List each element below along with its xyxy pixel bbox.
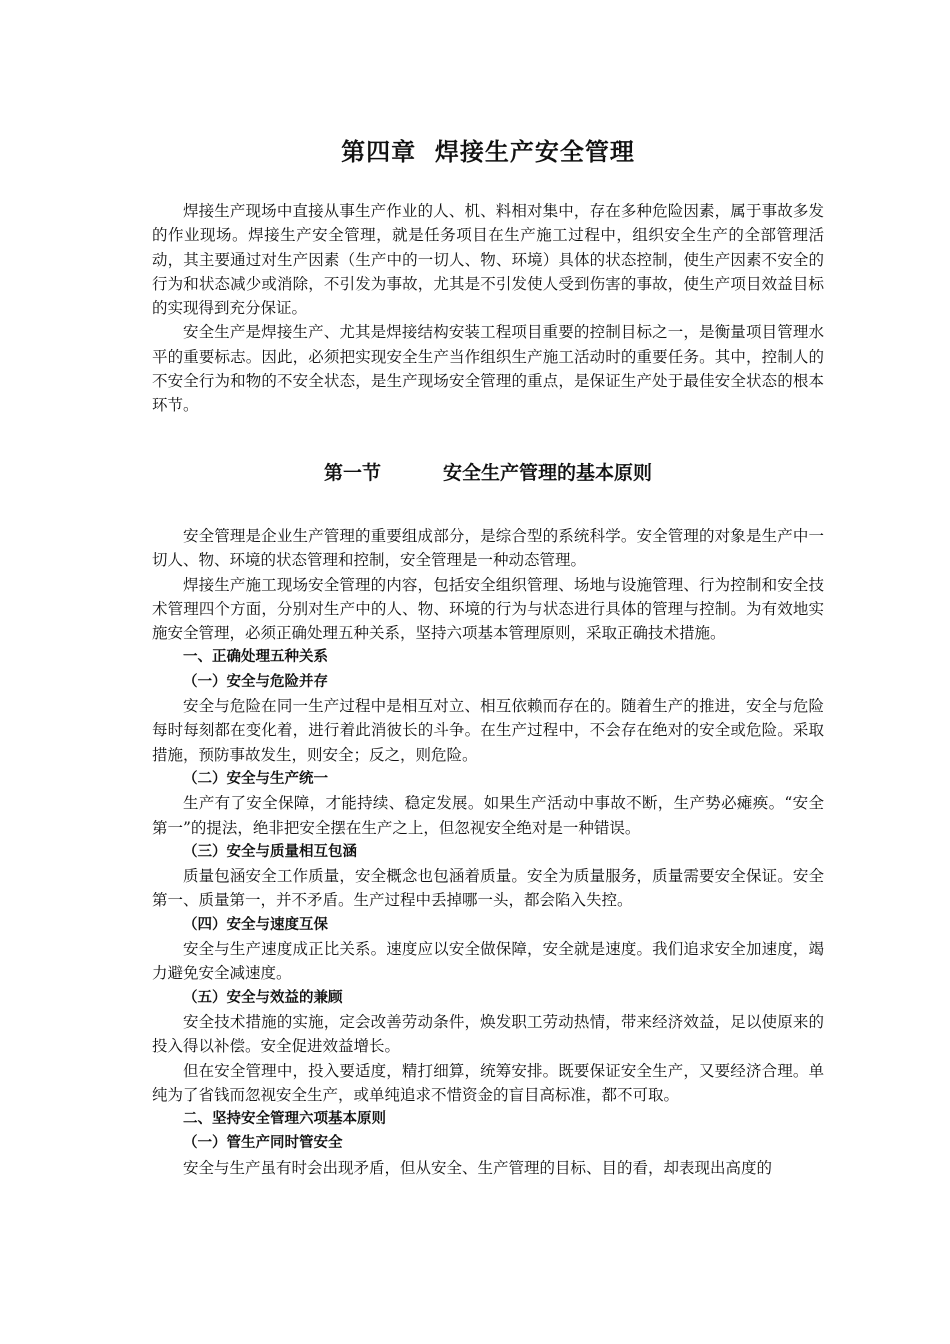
chapter-title: 第四章 焊接生产安全管理 [341, 138, 635, 166]
subtext-4: 安全与生产速度成正比关系。速度应以安全做保障，安全就是速度。我们追求安全加速度，竭力避免安全减速度。 [152, 940, 824, 983]
chapter-paragraph-1: 焊接生产现场中直接从事生产作业的人、机、料相对集中，存在多种危险因素，属于事故多发的作业现场。焊接生产安全管理，就是任务项目在生产施工过程中，组织安全生产的全部管理活动，其主要通过对生产因素（生产中的一切人、物、环境）具体的状态控制，使生产因素不安全的行为和状态减少或消除，不引发为事故，尤其是不引发使人受到伤害的事故，使生产项目效益目标的实现得到充分保证。 [152, 202, 824, 318]
part2-subheading-1: （一）管生产同时管安全 [183, 1135, 343, 1152]
chapter-paragraph-2: 安全生产是焊接生产、尤其是焊接结构安装工程项目重要的控制目标之一，是衡量项目管理水平的重要标志。因此，必须把实现安全生产当作组织生产施工活动时的重要任务。其中，控制人的不安全行为和物的不安全状态，是生产现场安全管理的重点，是保证生产处于最佳安全状态的根本环节。 [152, 323, 824, 415]
section-title [152, 458, 824, 488]
subtext-3: 质量包涵安全工作质量，安全概念也包涵着质量。安全为质量服务，质量需要安全保证。安全第一、质量第一，并不矛盾。生产过程中丢掉哪一头，都会陷入失控。 [152, 867, 824, 910]
section-body [152, 524, 824, 1180]
subheading-4: （四）安全与速度互保 [183, 916, 328, 933]
part2-subtext-1: 安全与生产虽有时会出现矛盾，但从安全、生产管理的目标、目的看，却表现出高度的 [183, 1158, 773, 1177]
subheading-5: （五）安全与效益的兼顾 [183, 989, 343, 1006]
section-intro-paragraph-1: 安全管理是企业生产管理的重要组成部分，是综合型的系统科学。安全管理的对象是生产中一切人、物、环境的状态管理和控制，安全管理是一种动态管理。 [152, 527, 824, 570]
section-title-text: 安全生产管理的基本原则 [443, 462, 653, 484]
subheading-1: （一）安全与危险并存 [183, 673, 328, 690]
subtext-5: 安全技术措施的实施，定会改善劳动条件，焕发职工劳动热情，带来经济效益，足以使原来的投入得以补偿。安全促进效益增长。 [152, 1012, 824, 1056]
subheading-3: （三）安全与质量相互包涵 [183, 843, 357, 860]
part2-heading: 二、坚持安全管理六项基本原则 [183, 1111, 386, 1128]
subtext-1: 安全与危险在同一生产过程中是相互对立、相互依赖而存在的。随着生产的推进，安全与危险每时每刻都在变化着，进行着此消彼长的斗争。在生产过程中，不会存在绝对的安全或危险。采取措施，预防事故发生，则安全；反之，则危险。 [152, 697, 824, 764]
subtext-2: 生产有了安全保障，才能持续、稳定发展。如果生产活动中事故不断，生产势必瘫痪。“安全第一”的提法，绝非把安全摆在生产之上，但忽视安全绝对是一种错误。 [152, 794, 824, 837]
subheading-2: （二）安全与生产统一 [183, 770, 328, 787]
part1-heading: 一、正确处理五种关系 [183, 649, 328, 666]
subtext-5b: 但在安全管理中，投入要适度，精打细算，统筹安排。既要保证安全生产，又要经济合理。单纯为了省钱而忽视安全生产，或单纯追求不惜资金的盲目高标准，都不可取。 [152, 1061, 824, 1104]
section-number: 第一节 [323, 462, 381, 484]
chapter-intro [152, 199, 824, 418]
section-intro-paragraph-2: 焊接生产施工现场安全管理的内容，包括安全组织管理、场地与设施管理、行为控制和安全技术管理四个方面，分别对生产中的人、物、环境的行为与状态进行具体的管理与控制。为有效地实施安全管理，必须正确处理五种关系，坚持六项基本管理原则，采取正确技术措施。 [152, 575, 824, 643]
